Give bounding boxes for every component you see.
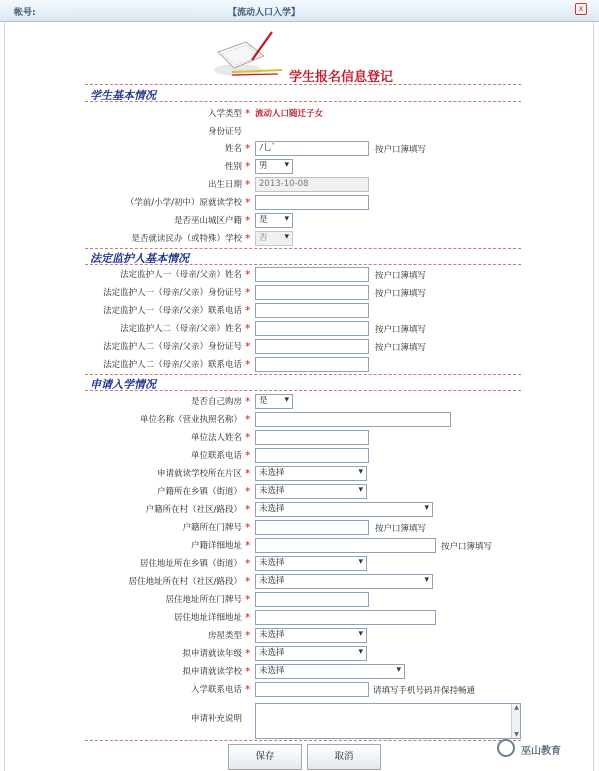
row-hukou-town: [0, 483, 599, 501]
row-remark: [0, 702, 599, 738]
divider: [85, 374, 521, 375]
required-mark: *: [245, 683, 251, 696]
required-mark: *: [245, 107, 251, 120]
section-apply-title: 申请入学情况: [90, 378, 156, 391]
row-gender: [0, 158, 599, 176]
required-mark: *: [245, 286, 251, 299]
divider: [85, 264, 521, 265]
page-title: 学生报名信息登记: [289, 70, 394, 85]
hukou-door-input[interactable]: [255, 520, 369, 535]
required-mark: *: [245, 593, 251, 606]
contact-phone-input[interactable]: [255, 682, 369, 697]
own-house-label: 是否自己购房: [190, 397, 242, 407]
res-village-select[interactable]: 未选择 ▾: [255, 574, 433, 589]
grade-select[interactable]: 未选择 ▾: [255, 646, 367, 661]
remark-label: 申请补充说明: [190, 714, 242, 724]
row-birth: [0, 176, 599, 194]
watermark: [497, 737, 597, 759]
required-mark: *: [245, 647, 251, 660]
res-village-label: 居住地址所在村（社区/路段）: [128, 577, 242, 587]
required-mark: *: [245, 178, 251, 191]
required-mark: *: [245, 160, 251, 173]
legal-person-input[interactable]: [255, 430, 369, 445]
required-mark: *: [245, 665, 251, 678]
required-mark: *: [245, 358, 251, 371]
g1-id-hint: 按户口簿填写: [375, 289, 427, 299]
hukou-label: 是否巫山城区户籍: [173, 216, 242, 226]
row-enroll-type: [0, 105, 599, 123]
house-type-label: 房屋类型: [207, 631, 242, 641]
section-guardian-title: 法定监护人基本情况: [90, 252, 189, 265]
row-g1-phone: [0, 302, 599, 320]
school-label: 拟申请就读学校: [182, 667, 242, 677]
required-mark: *: [245, 232, 251, 245]
hukou-town-select[interactable]: 未选择 ▾: [255, 484, 367, 499]
res-addr-input[interactable]: [255, 610, 436, 625]
form-illustration-icon: [212, 30, 284, 80]
row-district: [0, 465, 599, 483]
account-value-mask: [70, 8, 190, 13]
row-employer: [0, 411, 599, 429]
scroll-down-icon[interactable]: ▼: [514, 731, 519, 738]
student-name-input[interactable]: ﾉ乚ﾞ: [255, 141, 369, 156]
g1-phone-label: 法定监护人一（母亲/父亲）联系电话: [103, 306, 242, 316]
id-label: 身份证号: [207, 127, 242, 137]
own-house-select[interactable]: 是 ▾: [255, 394, 293, 409]
row-own-house: [0, 393, 599, 411]
g2-id-input[interactable]: [255, 339, 369, 354]
name-hint: 按户口簿填写: [375, 145, 427, 155]
scroll-up-icon[interactable]: ▲: [514, 704, 519, 711]
g2-name-hint: 按户口簿填写: [375, 325, 427, 335]
row-res-village: [0, 573, 599, 591]
row-grade: [0, 645, 599, 663]
required-mark: *: [245, 431, 251, 444]
g2-phone-input[interactable]: [255, 357, 369, 372]
contact-label: 入学联系电话: [190, 685, 242, 695]
g2-name-input[interactable]: [255, 321, 369, 336]
wechat-logo-icon: [497, 739, 515, 757]
g2-id-label: 法定监护人二（母亲/父亲）身份证号: [103, 342, 242, 352]
account-label: 帐号:: [14, 8, 36, 18]
g2-phone-label: 法定监护人二（母亲/父亲）联系电话: [103, 360, 242, 370]
divider: [85, 84, 521, 85]
required-mark: *: [245, 413, 251, 426]
house-type-select[interactable]: 未选择 ▾: [255, 628, 367, 643]
hukou-addr-input[interactable]: [255, 538, 436, 553]
row-g1-name: [0, 266, 599, 284]
g1-id-label: 法定监护人一（母亲/父亲）身份证号: [103, 288, 242, 298]
g1-id-input[interactable]: [255, 285, 369, 300]
row-hukou: [0, 212, 599, 230]
divider: [85, 390, 521, 391]
gender-label: 性别: [224, 162, 242, 172]
g2-id-hint: 按户口簿填写: [375, 343, 427, 353]
row-contact: [0, 681, 599, 699]
required-mark: *: [245, 142, 251, 155]
row-id: [0, 123, 599, 141]
cancel-button[interactable]: 取消: [307, 744, 381, 770]
row-hukou-addr: [0, 537, 599, 555]
hukou-select[interactable]: 是 ▾: [255, 213, 293, 228]
hukou-village-select[interactable]: 未选择 ▾: [255, 502, 433, 517]
name-label: 姓名: [224, 144, 242, 154]
hukou-door-label: 户籍所在门牌号: [182, 523, 242, 533]
row-g2-id: [0, 338, 599, 356]
hukou-addr-label: 户籍详细地址: [190, 541, 242, 551]
required-mark: *: [245, 340, 251, 353]
required-mark: *: [245, 449, 251, 462]
res-addr-label: 居住地址详细地址: [173, 613, 242, 623]
district-label: 申请就读学校所在片区: [156, 469, 242, 479]
g1-phone-input[interactable]: [255, 303, 369, 318]
g1-name-label: 法定监护人一（母亲/父亲）姓名: [120, 270, 242, 280]
gender-select[interactable]: 男 ▾: [255, 159, 293, 174]
birth-date-input: 2013-10-08: [255, 177, 369, 192]
divider: [85, 248, 521, 249]
save-button[interactable]: 保存: [228, 744, 302, 770]
row-res-town: [0, 555, 599, 573]
hukou-town-label: 户籍所在乡镇（街道）: [156, 487, 242, 497]
required-mark: *: [245, 196, 251, 209]
res-door-label: 居住地址所在门牌号: [165, 595, 242, 605]
watermark-text: 巫山教育: [521, 746, 561, 757]
top-bar: [0, 0, 599, 22]
contact-hint: 请填写手机号码并保持畅通: [373, 686, 476, 696]
enroll-type-value: 流动人口随迁子女: [255, 109, 324, 119]
required-mark: *: [245, 395, 251, 408]
hukou-addr-hint: 按户口簿填写: [441, 542, 493, 552]
section-basic-title: 学生基本情况: [90, 89, 156, 102]
remark-textarea[interactable]: [255, 703, 521, 739]
res-door-input[interactable]: [255, 592, 369, 607]
employer-phone-label: 单位联系电话: [190, 451, 242, 461]
res-town-label: 居住地址所在乡镇（街道）: [139, 559, 242, 569]
divider: [85, 101, 521, 102]
employer-label: 单位名称（营业执照名称）: [139, 415, 242, 425]
hukou-village-label: 户籍所在村（社区/路段）: [145, 505, 242, 515]
g2-name-label: 法定监护人二（母亲/父亲）姓名: [120, 324, 242, 334]
required-mark: *: [245, 467, 251, 480]
prev-school-label: （学前/小学/初中）原就读学校: [125, 198, 242, 208]
row-legal-person: [0, 429, 599, 447]
required-mark: *: [245, 214, 251, 227]
required-mark: *: [245, 521, 251, 534]
row-g2-phone: [0, 356, 599, 374]
required-mark: *: [245, 503, 251, 516]
row-res-addr: [0, 609, 599, 627]
row-hukou-door: [0, 519, 599, 537]
row-g2-name: [0, 320, 599, 338]
legal-person-label: 单位法人姓名: [190, 433, 242, 443]
prev-school-input[interactable]: [255, 195, 369, 210]
row-employer-phone: [0, 447, 599, 465]
required-mark: *: [245, 539, 251, 552]
hukou-door-hint: 按户口簿填写: [375, 524, 427, 534]
divider: [85, 740, 521, 741]
row-name: [0, 140, 599, 158]
school-select[interactable]: 未选择 ▾: [255, 664, 405, 679]
row-hukou-village: [0, 501, 599, 519]
g1-name-hint: 按户口簿填写: [375, 271, 427, 281]
required-mark: *: [245, 575, 251, 588]
row-res-door: [0, 591, 599, 609]
required-mark: *: [245, 268, 251, 281]
required-mark: *: [245, 629, 251, 642]
employer-input[interactable]: [255, 412, 451, 427]
breadcrumb: 【流动人口入学】: [228, 8, 301, 18]
grade-label: 拟申请就读年级: [182, 649, 242, 659]
close-icon[interactable]: x: [575, 3, 587, 15]
birth-label: 出生日期: [207, 180, 242, 190]
textarea-scrollbar[interactable]: [511, 704, 520, 738]
row-private-school: [0, 230, 599, 248]
required-mark: *: [245, 304, 251, 317]
g1-name-input[interactable]: [255, 267, 369, 282]
enroll-type-label: 入学类型: [207, 109, 242, 119]
district-select[interactable]: 未选择 ▾: [255, 466, 367, 481]
res-town-select[interactable]: 未选择 ▾: [255, 556, 367, 571]
row-school: [0, 663, 599, 681]
required-mark: *: [245, 611, 251, 624]
required-mark: *: [245, 485, 251, 498]
required-mark: *: [245, 322, 251, 335]
required-mark: *: [245, 557, 251, 570]
private-school-label: 是否就读民办（或特殊）学校: [131, 234, 242, 244]
private-school-select: 否 ▾: [255, 231, 293, 246]
row-house-type: [0, 627, 599, 645]
row-g1-id: [0, 284, 599, 302]
row-prev-school: [0, 194, 599, 212]
employer-phone-input[interactable]: [255, 448, 369, 463]
